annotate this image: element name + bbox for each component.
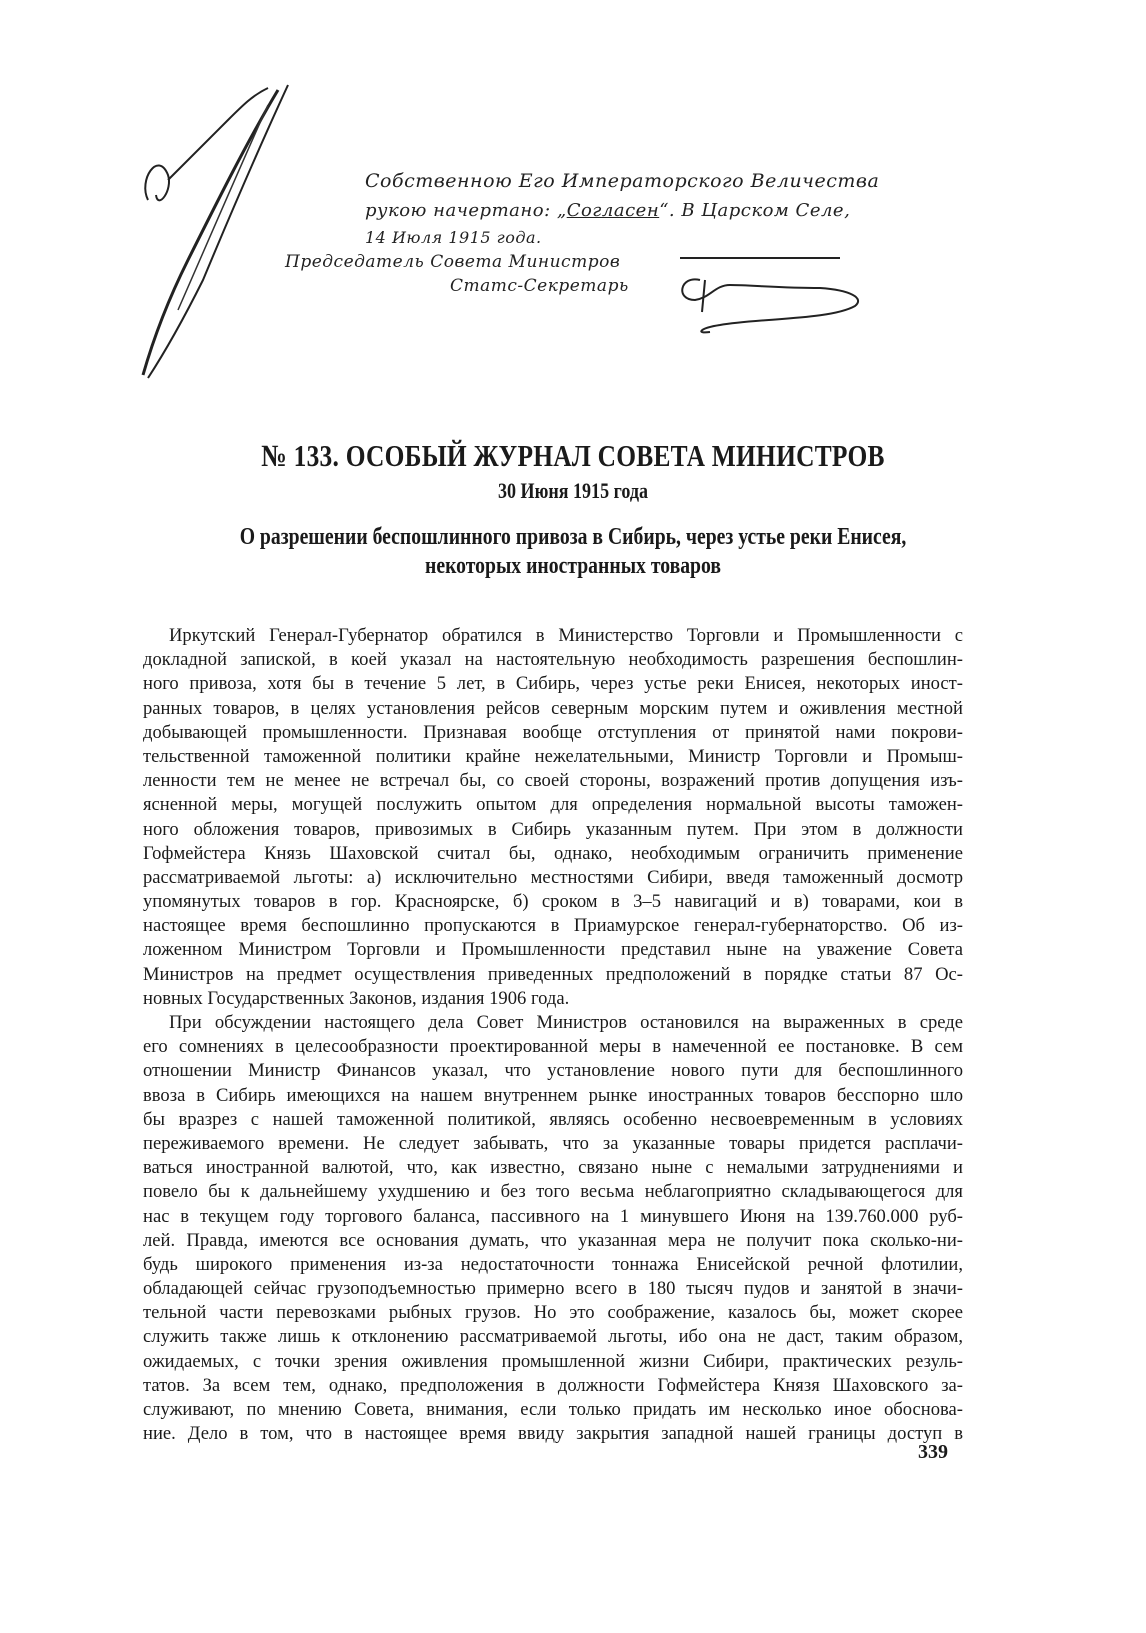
- text-line: рассматриваемой льготы: а) исключительно местностями Сибири, введя таможенный досмотр: [143, 866, 963, 888]
- resolution-line-2: [365, 200, 850, 221]
- text-line: ввоза в Сибирь имеющихся на нашем внутреннем рынке иностранных товаров бесспорно шло: [143, 1084, 963, 1106]
- resolution-text: рукою начертано: „: [365, 200, 567, 221]
- text-line: ного привоза, хотя бы в течение 5 лет, в Сибирь, через устье реки Енисея, некоторых иност-: [143, 673, 963, 695]
- text-line: ранных товаров, в целях установления рейсов северным морским путем и оживления местной: [143, 697, 963, 719]
- text-line: При обсуждении настоящего дела Совет Министров остановился на выраженных в среде: [169, 1012, 963, 1033]
- text-line: служить также лишь к отклонению рассматриваемой льготы, ибо она не даст, таким образом,: [143, 1326, 963, 1348]
- document-date: 30 Июня 1915 года: [497, 478, 649, 503]
- text-line: служивают, по мнению Совета, внимания, если только придать им несколько иное обоснова-: [143, 1399, 963, 1420]
- text-line: повело бы к дальнейшему ухудшению и без того весьма неблагоприятно складывающегося для: [143, 1181, 963, 1203]
- text-line: ного обложения товаров, привозимых в Сибирь указанным путем. При этом в должности: [143, 818, 963, 840]
- text-line: ложенном Министром Торговли и Промышленности представил ныне на уважение Совета: [143, 939, 963, 961]
- text-line: докладной запиской, в коей указал на настоятельную необходимость разрешения беспошлин-: [143, 649, 963, 671]
- text-line: будь широкого применения из-за недостаточности тоннажа Енисейской речной флотилии,: [143, 1253, 963, 1275]
- handwritten-approval-note: [128, 80, 308, 380]
- text-line: ясненной меры, могущей послужить опытом для определения нормальной высоты таможен-: [143, 794, 963, 816]
- chairman-title: Председатель Совета Министров: [285, 252, 621, 272]
- document-subject-line-1: О разрешении беспошлинного привоза в Сибирь, через устье реки Енисея,: [239, 524, 907, 550]
- text-line: ваться иностранной валютой, что, как известно, связано ныне с немалыми затруднениями и: [143, 1157, 963, 1179]
- resolution-approval-word: Согласен: [566, 200, 660, 221]
- text-line: настоящее время беспошлинно пропускаются в Приамурское генерал-губернаторство. Об из-: [143, 915, 963, 937]
- resolution-date: 14 Июля 1915 года.: [365, 228, 542, 247]
- text-line: лей. Правда, имеются все основания думать, что указанная мера не получит пока сколько-ни-: [143, 1229, 963, 1251]
- page-number: 339: [918, 1441, 948, 1463]
- text-line: татов. За всем тем, однако, предположения в должности Гофмейстера Князя Шаховского за-: [143, 1374, 963, 1396]
- text-line: бы вразрез с нашей таможенной политикой, являясь особенно несвоевременным в условиях: [143, 1108, 963, 1130]
- chairman-signature: [640, 250, 880, 340]
- document-title: № 133. ОСОБЫЙ ЖУРНАЛ СОВЕТА МИНИСТРОВ: [261, 438, 885, 473]
- resolution-place: “. В Царском Селе,: [659, 200, 851, 221]
- text-line: обладающей сейчас грузоподъемностью примерно всего в 180 тысяч пудов и занятой в значи-: [143, 1278, 963, 1300]
- text-line: упомянутых товаров в гор. Красноярске, б) сроком в 3–5 навигаций и в) товарами, кои в: [143, 891, 963, 913]
- text-line: его сомнениях в целесообразности проектированной меры в намеченной ее постановке. В сем: [143, 1036, 963, 1058]
- text-line: тельной части перевозками рыбных грузов. Но это соображение, казалось бы, может скорее: [143, 1302, 963, 1324]
- text-line: Иркутский Генерал-Губернатор обратился в Министерство Торговли и Промышленности с: [169, 625, 963, 646]
- text-line: добывающей промышленности. Признавая вообще отступления от принятой нами покрови-: [143, 721, 963, 743]
- text-line: нас в текущем году торгового баланса, пассивного на 1 минувшего Июня на 139.760.000 руб-: [143, 1205, 963, 1227]
- document-body: [143, 624, 963, 1446]
- document-subject-line-2: некоторых иностранных товаров: [425, 553, 721, 579]
- resolution-line-1: Собственною Его Императорского Величества: [365, 170, 880, 192]
- text-line: ленности тем не менее не встречал бы, со своей стороны, возражений против допущения изъ-: [143, 770, 963, 792]
- text-line: ожидаемых, с точки зрения оживления промышленной жизни Сибири, практических резуль-: [143, 1350, 963, 1372]
- text-line: Гофмейстера Князь Шаховской считал бы, однако, необходимым ограничить применение: [143, 842, 963, 864]
- text-line: Министров на предмет осуществления приведенных предположений в порядке статьи 87 Ос-: [143, 963, 963, 985]
- paragraph-2: [143, 1011, 963, 1446]
- text-line: новных Государственных Законов, издания 1906 года.: [143, 987, 570, 1009]
- text-line: отношении Министр Финансов указал, что установление нового пути для беспошлинного: [143, 1060, 963, 1082]
- text-line: переживаемого времени. Не следует забывать, что за указанные товары придется расплачи-: [143, 1132, 963, 1154]
- paragraph-1: [143, 624, 963, 1011]
- text-line: тельственной таможенной политики крайне нежелательными, Министр Торговли и Промыш-: [143, 745, 963, 767]
- imperial-resolution: [0, 0, 1146, 400]
- text-line: ние. Дело в том, что в настоящее время ввиду закрытия западной нашей границы доступ в: [143, 1423, 963, 1445]
- secretary-title: Статс-Секретарь: [450, 276, 629, 296]
